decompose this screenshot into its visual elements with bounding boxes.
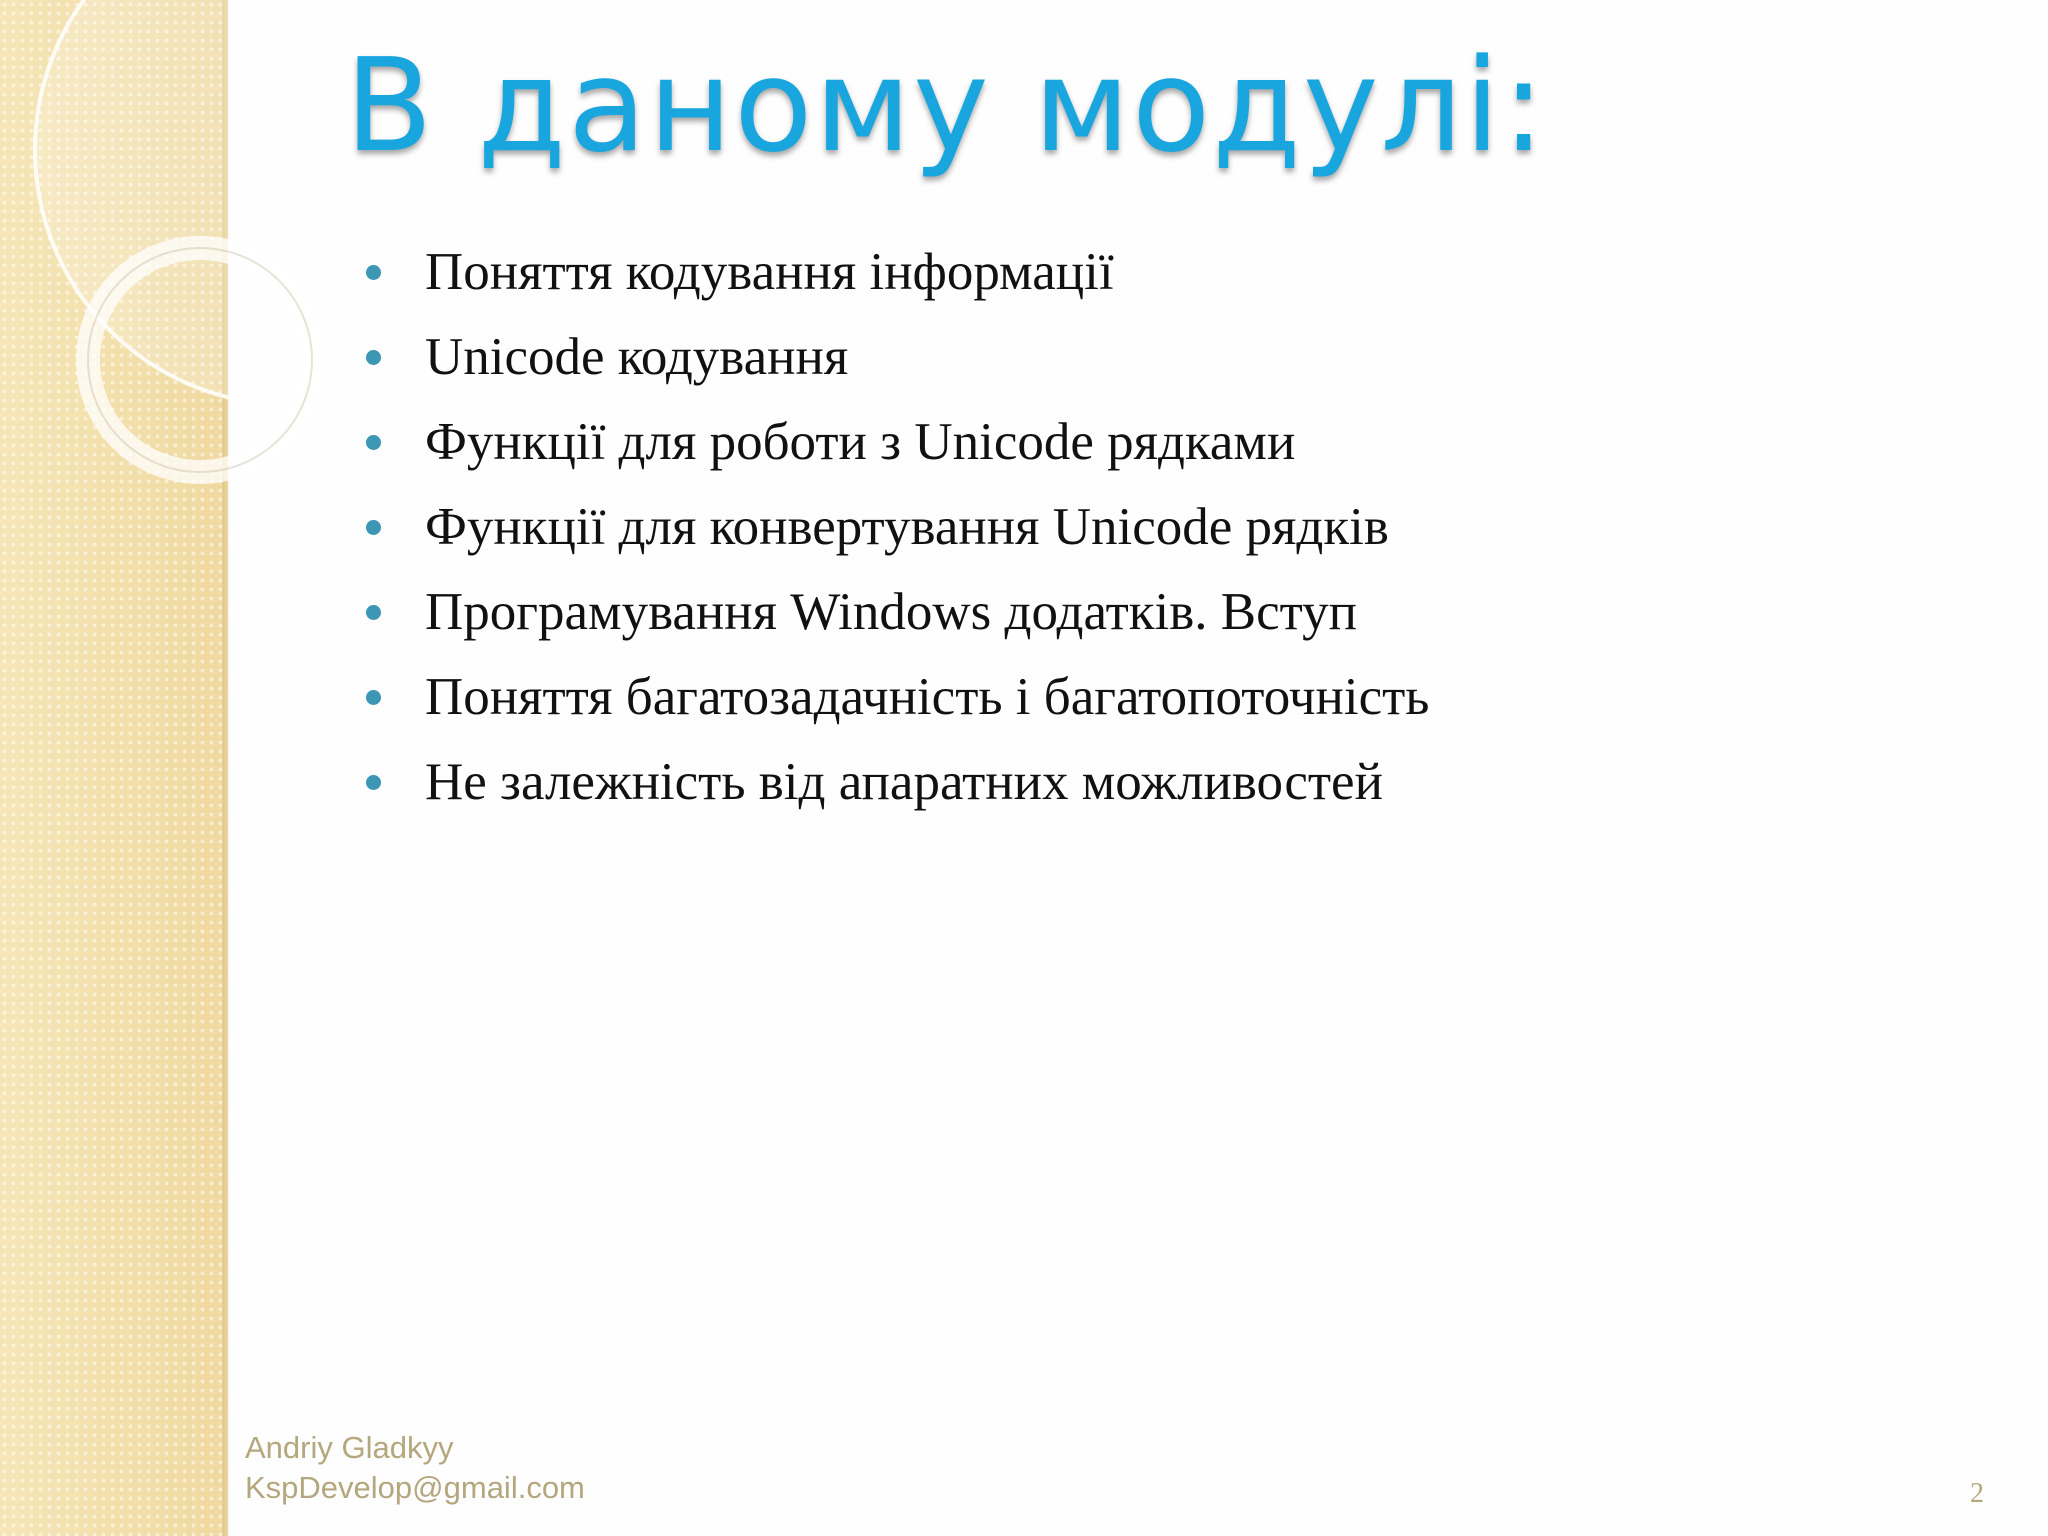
bullet-text: Функції для конвертування Unicode рядків [425,498,1389,556]
slide-title: В даному модулі: [345,32,1548,181]
bullet-text: Unicode кодування [425,328,849,386]
decorative-rings [0,0,330,520]
bullet-item [360,572,1429,657]
bullet-item [360,232,1429,317]
bullet-icon [366,350,381,365]
bullet-item [360,657,1429,742]
bullet-item [360,742,1429,827]
bullet-text: Не залежність від апаратних можливостей [425,753,1383,811]
bullet-icon [366,775,381,790]
bullet-icon [366,520,381,535]
bullet-text: Поняття кодування інформації [425,243,1114,301]
bullet-list [360,232,1429,827]
page-number: 2 [1970,1478,1984,1509]
footer-author: Andriy Gladkyy [245,1430,454,1465]
bullet-text: Програмування Windows додатків. Вступ [425,583,1357,641]
bullet-text: Поняття багатозадачність і багатопоточність [425,668,1430,726]
bullet-icon [366,690,381,705]
bullet-text: Функції для роботи з Unicode рядками [425,413,1296,471]
footer-email: KspDevelop@gmail.com [245,1470,585,1505]
bullet-icon [366,265,381,280]
bullet-icon [366,605,381,620]
bullet-item [360,402,1429,487]
bullet-item [360,487,1429,572]
bullet-item [360,317,1429,402]
bullet-icon [366,435,381,450]
